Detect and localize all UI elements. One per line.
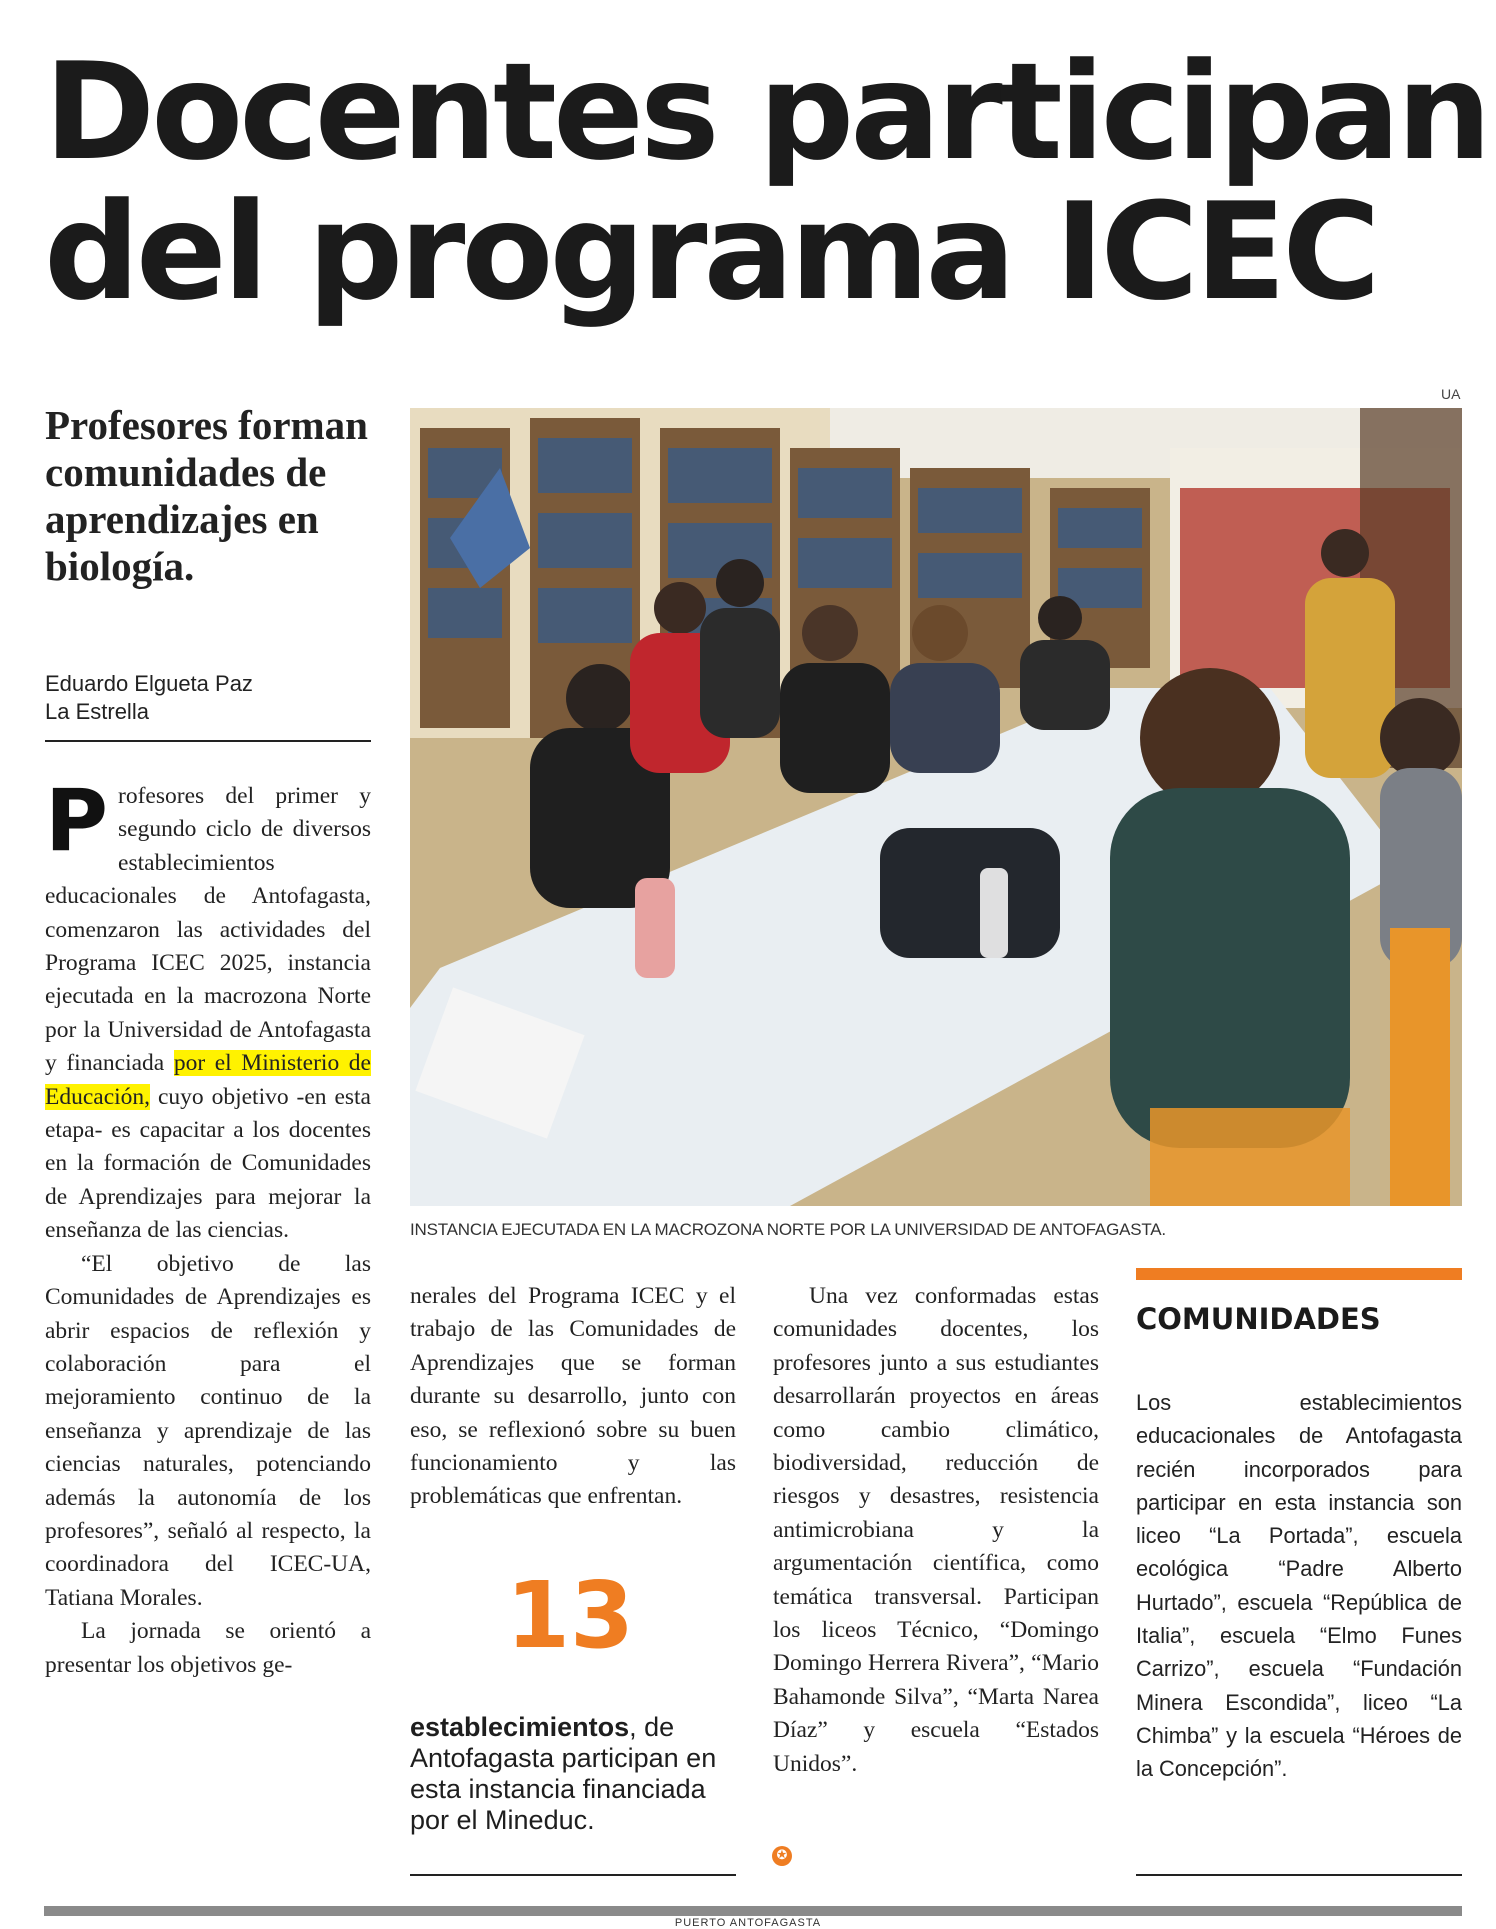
sidebar-accent-bar	[1136, 1268, 1462, 1280]
article-column-1	[45, 771, 371, 1682]
headline-line-1: Docentes participan	[44, 34, 1488, 190]
sidebar-text: Los establecimientos educacionales de Antofagasta recién incorporados para participar en esta instancia son liceo “La Portada”, escuela ecológica “Padre Alberto Hurtado”, escuela “República de Italia”, escuela “Elmo Funes Carrizo”, escuela “Fundación Minera Escondida”, liceo “La Chimba” y la escuela “Héroes de la Concepción”.	[1136, 1390, 1462, 1782]
headline-line-2: del programa ICEC	[44, 174, 1377, 330]
end-mark-icon: ✪	[772, 1846, 792, 1866]
stat-number: 13	[505, 1562, 635, 1669]
sidebar-title: COMUNIDADES	[1136, 1302, 1381, 1336]
paragraph-3-start: La jornada se orientó a presentar los objetivos ge-	[45, 1618, 371, 1678]
photo-caption: INSTANCIA EJECUTADA EN LA MACROZONA NORTE POR LA UNIVERSIDAD DE ANTOFAGASTA.	[410, 1220, 1166, 1239]
paragraph-1: Profesores del primer y segundo ciclo de diversos establecimientos educacionales de Antofagasta, comenzaron las actividades del Programa ICEC 2025, instancia ejecutada en la macrozona Norte por la Universidad de Antofagasta y financiada por el Ministerio de Educación, cuyo objetivo -en esta etapa- es capacitar a los docentes en la formación de Comunidades de Aprendizajes para mejorar la enseñanza de las ciencias.	[45, 771, 371, 1244]
author: Eduardo Elgueta Paz	[45, 671, 253, 696]
highlighted-text: por el Ministerio de Educación,	[45, 1050, 371, 1110]
headline	[44, 34, 1488, 330]
sidebar-rule	[1136, 1874, 1462, 1876]
paragraph-4: Una vez conformadas estas comunidades docentes, los profesores junto a sus estudiantes desarrollarán proyectos en áreas como cambio climático, biodiversidad, reducción de riesgos y desastres, resistencia antimicrobiana y la argumentación científica, como temática transversal. Participan los liceos Técnico, “Domingo Domingo Herrera Rivera”, “Mario Bahamonde Silva”, “Marta Narea Díaz” y escuela “Estados Unidos”.	[773, 1283, 1099, 1777]
footer-section-name: PUERTO ANTOFAGASTA	[674, 1917, 822, 1929]
stat-text: establecimientos, de Antofagasta participan en esta instancia financiada por el Mineduc.	[410, 1712, 717, 1835]
paragraph-3-continued: nerales del Programa ICEC y el trabajo de las Comunidades de Aprendizajes que se forman durante su desarrollo, junto con eso, se reflexionó sobre su buen funcionamiento y las problemáticas que enfrentan.	[410, 1283, 736, 1510]
byline-rule	[45, 740, 371, 742]
footer-bar	[44, 1906, 1462, 1916]
article-column-3	[773, 1280, 1099, 1781]
stat-rule	[410, 1874, 736, 1876]
photo-credit: UA	[1441, 386, 1461, 402]
classroom-photo	[410, 408, 1462, 1206]
byline	[45, 670, 253, 726]
outlet: La Estrella	[45, 699, 149, 724]
drop-cap: P	[45, 771, 109, 871]
article-column-2	[410, 1280, 736, 1514]
paragraph-2: “El objetivo de las Comunidades de Aprendizajes es abrir espacios de reflexión y colaboración para el mejoramiento continuo de la enseñanza y aprendizaje de las ciencias naturales, potenciando además la autonomía de los profesores”, señaló al respecto, la coordinadora del ICEC-UA, Tatiana Morales.	[45, 1250, 371, 1611]
subtitle: Profesores forman comunidades de aprendizajes en biología.	[45, 402, 368, 589]
stat-bold: establecimientos	[410, 1712, 630, 1742]
